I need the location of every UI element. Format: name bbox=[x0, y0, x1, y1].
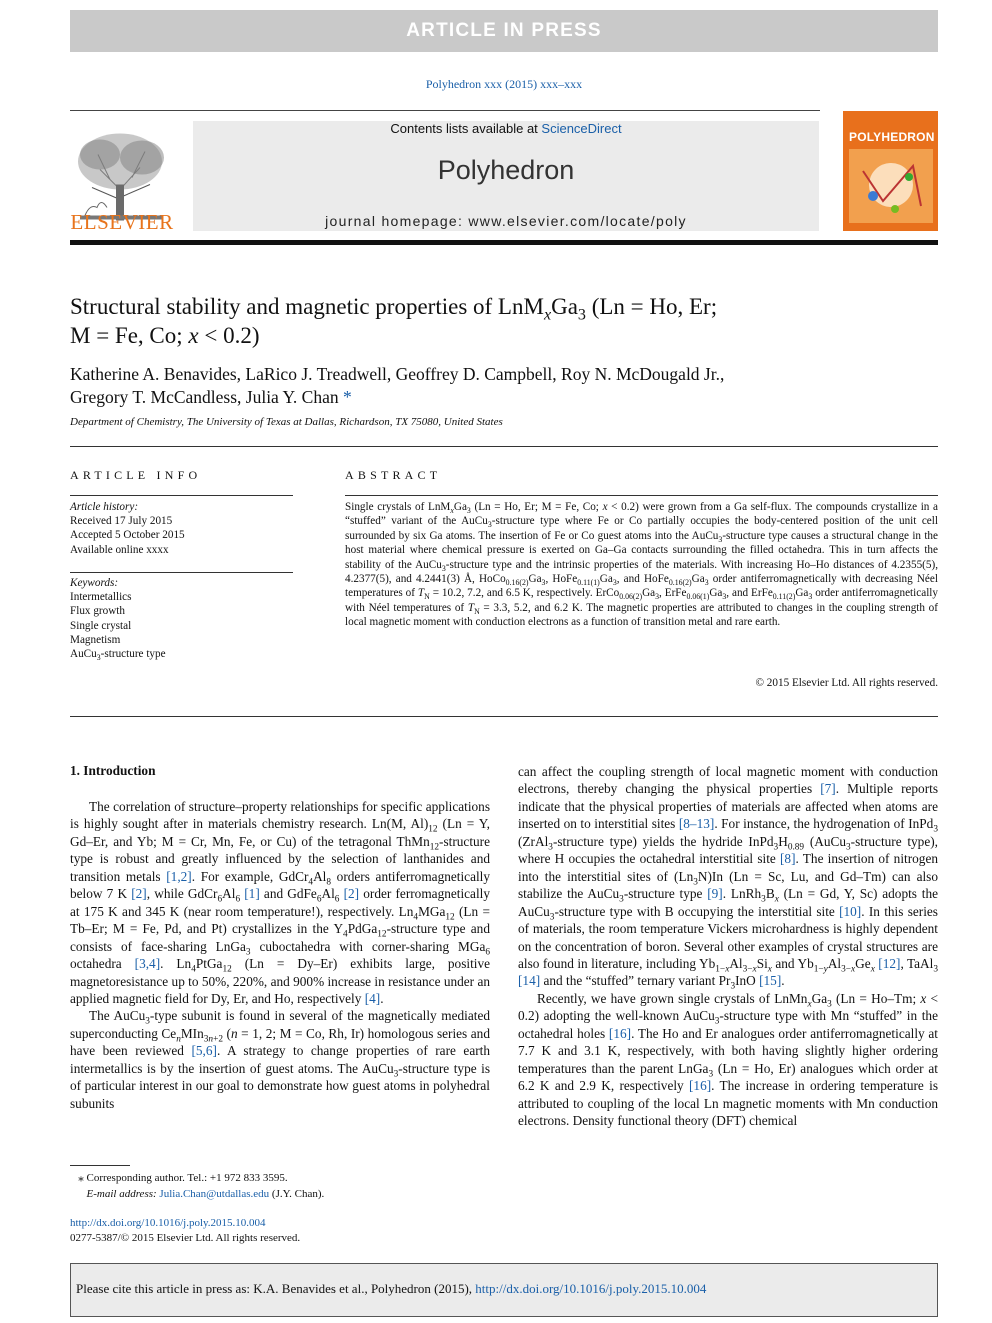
author-list: Katherine A. Benavides, LaRico J. Treadwell, Geoffrey D. Campbell, Roy N. McDougald Jr., Gregory T. McCandless, Julia Y. Chan * bbox=[70, 364, 725, 407]
journal-reference-link[interactable]: Polyhedron xxx (2015) xxx–xxx bbox=[425, 77, 583, 91]
citation-link[interactable]: [16] bbox=[689, 1078, 712, 1094]
citation-link[interactable]: [4] bbox=[364, 990, 381, 1006]
journal-cover-image bbox=[843, 111, 938, 231]
contents-available-line: Contents lists available at ScienceDirect bbox=[390, 121, 622, 136]
abstract-copyright: © 2015 Elsevier Ltd. All rights reserved. bbox=[755, 677, 938, 689]
keyword-item: Single crystal bbox=[70, 619, 132, 632]
citation-link[interactable]: [3,4] bbox=[134, 956, 161, 972]
citation-link[interactable]: [10] bbox=[839, 903, 862, 919]
section-rule bbox=[70, 446, 938, 447]
article-info-heading: ARTICLE INFO bbox=[70, 468, 202, 482]
keyword-item: Magnetism bbox=[70, 633, 121, 646]
citation-link[interactable]: [1,2] bbox=[166, 868, 192, 884]
footnote-rule bbox=[70, 1165, 130, 1166]
citation-link[interactable]: [2] bbox=[343, 886, 360, 902]
citation-link[interactable]: [9] bbox=[707, 886, 723, 902]
keywords: Keywords: Intermetallics Flux growth Single crystal Magnetism AuCu$_3$-structure type bbox=[70, 576, 293, 661]
header-thick-rule bbox=[70, 240, 938, 245]
journal-homepage[interactable]: journal homepage: www.elsevier.com/locate/poly bbox=[325, 213, 687, 229]
doi-link[interactable]: http://dx.doi.org/10.1016/j.poly.2015.10.004 bbox=[70, 1217, 266, 1229]
abstract-rule bbox=[345, 495, 938, 496]
citation-link[interactable]: [2] bbox=[131, 886, 147, 902]
keyword-item: Flux growth bbox=[70, 605, 126, 618]
email-link[interactable]: Julia.Chan@utdallas.edu bbox=[159, 1188, 270, 1200]
sciencedirect-link[interactable]: ScienceDirect bbox=[541, 121, 622, 136]
cite-doi-link[interactable]: http://dx.doi.org/10.1016/j.poly.2015.10.004 bbox=[475, 1281, 707, 1296]
citation-link[interactable]: [16] bbox=[608, 1025, 632, 1041]
citation-link[interactable]: [7] bbox=[820, 781, 836, 797]
info-rule bbox=[70, 495, 293, 496]
citation-link[interactable]: [8–13] bbox=[678, 816, 715, 832]
abstract-heading: ABSTRACT bbox=[345, 468, 442, 482]
section-rule bbox=[70, 716, 938, 717]
body-paragraph: The correlation of structure–property relationships for specific applications is highly sought after in materials chemistry research. Ln(M, $Al)_{12}$ (Ln = Y, Gd–Er, and Yb; M = Cr, Mn, Fe, or Cu) of the tetragonal ThMn$_{12}$-structure type is robust and greatly influenced by the selection of lanthanides and transition metals [1,2]. For example, $GdCr_4Al_8$ orders antiferromagnetically below 7 K [2], while $GdCr_6Al_6$ [1] and $GdFe_6Al_6$ [2] order ferromagnetically at 175 K and 345 K (near room temperature!), respectively. $Ln_4MGa_{12}$ (Ln = Tb–Er; M = Fe, Pd, and Pt) crystallizes in the $Y_4PdGa_{12}$-structure type and consists of face-sharing LnGa$_3$ cuboctahedra with corner-sharing MGa$_6$ octahedra [3,4]. $Ln_4PtGa_{12}$ (Ln = Dy–Er) exhibits large, positive magnetoresistance up to 50%, 220%, and 900% increase in resistance under an applied magnetic field for Dy, Er, and Ho, respectively [4]. bbox=[70, 799, 491, 1006]
citation-link[interactable]: [12] bbox=[878, 955, 901, 971]
body-paragraph: can affect the coupling strength of local magnetic moment with conduction electrons, thereby changing the physical properties [7]. Multiple reports indicate that the physical properties of materials are affected when atoms are inserted on to interstitial sites [8–13]. For instance, the hydrogenation of InPd$_3$ (ZrAl$_3$-structure type) yields the hydride $InPd_3H_{0.89}$ (AuCu$_3$-structure type), where H occupies the octahedral interstitial site [8]. The insertion of nitrogen into the interstitial sites of $(Ln_3N)In$ (Ln = Sc, Lu, and Gd–Tm) can also stabilize the AuCu$_3$-structure type [9]. $LnRh_3B_x$ (Ln = Gd, Y, Sc) adopts the AuCu$_3$-structure type with B occupying the interstitial site [10]. In this series of materials, the room temperature Vickers microhardness is highly dependent on the concentration of boron. Several other examples of crystal structures are also found in literature, including $Yb_{1-x}Al_{3-x}Si_x$ and $Yb_{1-y}Al_{3-x}Ge_x$ [12], TaAl$_3$ [14] and the “stuffed” ternary variant $Pr_3InO$ [15]. bbox=[518, 764, 939, 993]
info-rule bbox=[70, 572, 293, 573]
keyword-item: AuCu$_3$-structure type bbox=[70, 648, 166, 663]
citation-link[interactable]: [15] bbox=[759, 973, 782, 989]
keyword-item: Intermetallics bbox=[70, 591, 132, 604]
affiliation: Department of Chemistry, The University of Texas at Dallas, Richardson, TX 75080, United States bbox=[70, 416, 503, 428]
journal-title: Polyhedron bbox=[437, 155, 575, 185]
article-history: Article history: Received 17 July 2015 Accepted 5 October 2015 Available online xxxx bbox=[70, 501, 185, 556]
footnote: ⁎ Corresponding author. Tel.: +1 972 833 3595. E-mail address: Julia.Chan@utdallas.edu (J.Y. Chan). bbox=[70, 1172, 325, 1200]
elsevier-wordmark: ELSEVIER bbox=[70, 210, 174, 234]
cover-title: POLYHEDRON bbox=[849, 130, 935, 144]
corresponding-author-marker[interactable]: * bbox=[343, 387, 352, 407]
doi-block: http://dx.doi.org/10.1016/j.poly.2015.10.004 0277-5387/© 2015 Elsevier Ltd. All rights reserved. bbox=[70, 1216, 490, 1246]
abstract-body: Single crystals of $LnM_xGa_3$ (Ln = Ho, Er; M = Fe, Co; x < 0.2) were grown from a Ga self-flux. The compounds crystallize in a “stuffed” variant of the AuCu$_3$-structure type where Fe or Co partially occupies the body-centered position of the unit cell surrounded by six Ga atoms. The insertion of Fe or Co guest atoms into the AuCu$_3$-structure type causes a structural change in the host material where chemical pressure is exerted on Ga–Ga contacts surrounding the filled octahedra. This in turn affects the stability of the AuCu$_3$-structure type and the intrinsic properties of the materials. With increasing Ho–Ho distances of 4.2355(5), 4.2377(5), and 4.2441(3) Å, $HoCo_{0.16(2)}Ga_3$, $HoFe_{0.11(1)}Ga_3$, and $HoFe_{0.16(2)}Ga_3$ order antiferromagnetically with decreasing Néel temperatures of $T_N = 10.2$, 7.2, and 6.5 K, respectively. $ErCo_{0.06(2)}Ga_3$, $ErFe_{0.06(1)}Ga_3$, and $ErFe_{0.11(2)}Ga_3$ order antiferromagnetically with Néel temperatures of $T_N = 3.3$, 5.2, and 6.2 K. The magnetic properties are attributed to changes in the coupling strength of local magnetic moment with conduction electrons as a function of transition metal and rare earth. bbox=[345, 501, 939, 629]
body-paragraph: Recently, we have grown single crystals of $LnMn_xGa_3$ (Ln = Ho–Tm; x < 0.2) adopting the well-known AuCu$_3$-structure type with Mn “stuffed” in the octahedral holes [16]. The Ho and Er analogues order antiferromagnetically at 7.7 K and 3.1 K, respectively, with both having slightly higher ordering temperatures than the parent LnGa$_3$ (Ln = Ho, Er) analogues which order at 6.2 K and 2.9 K, respectively [16]. The increase in ordering temperature is attributed to coupling of the local Ln magnetic moments with Mn conduction electrons. Density functional theory (DFT) chemical bbox=[518, 990, 938, 1129]
citation-link[interactable]: [5,6] bbox=[191, 1043, 217, 1059]
citation-link[interactable]: [14] bbox=[518, 973, 541, 989]
cite-notice: Please cite this article in press as: K.A. Benavides et al., Polyhedron (2015), http://dx.doi.org/10.1016/j.poly.2015.10.004 bbox=[76, 1281, 707, 1296]
body-column-left bbox=[70, 798, 490, 1112]
body-column-right bbox=[518, 763, 938, 1130]
introduction-heading: 1. Introduction bbox=[70, 763, 156, 778]
citation-link[interactable]: [1] bbox=[244, 886, 260, 902]
header-rule bbox=[70, 110, 820, 111]
cover-art bbox=[843, 111, 938, 231]
body-paragraph: The AuCu$_3$-type subunit is found in several of the magnetically mediated superconducting $Ce_nMIn_{3n+2}$ (n = 1, 2; M = Co, Rh, Ir) homologous series and have been reviewed [5,6]. A strategy to change properties of rare earth intermetallics is by the insertion of guest atoms. The AuCu$_3$-structure type is of particular interest in our goal to demonstrate how guest atoms in polyhedral subunits bbox=[70, 1008, 490, 1111]
article-title: Structural stability and magnetic properties of $LnM_xGa_3$ (Ln = Ho, Er; M = Fe, Co; x < 0.2) bbox=[70, 294, 718, 348]
citation-link[interactable]: [8] bbox=[780, 851, 796, 867]
article-in-press-banner: ARTICLE IN PRESS bbox=[70, 10, 938, 52]
